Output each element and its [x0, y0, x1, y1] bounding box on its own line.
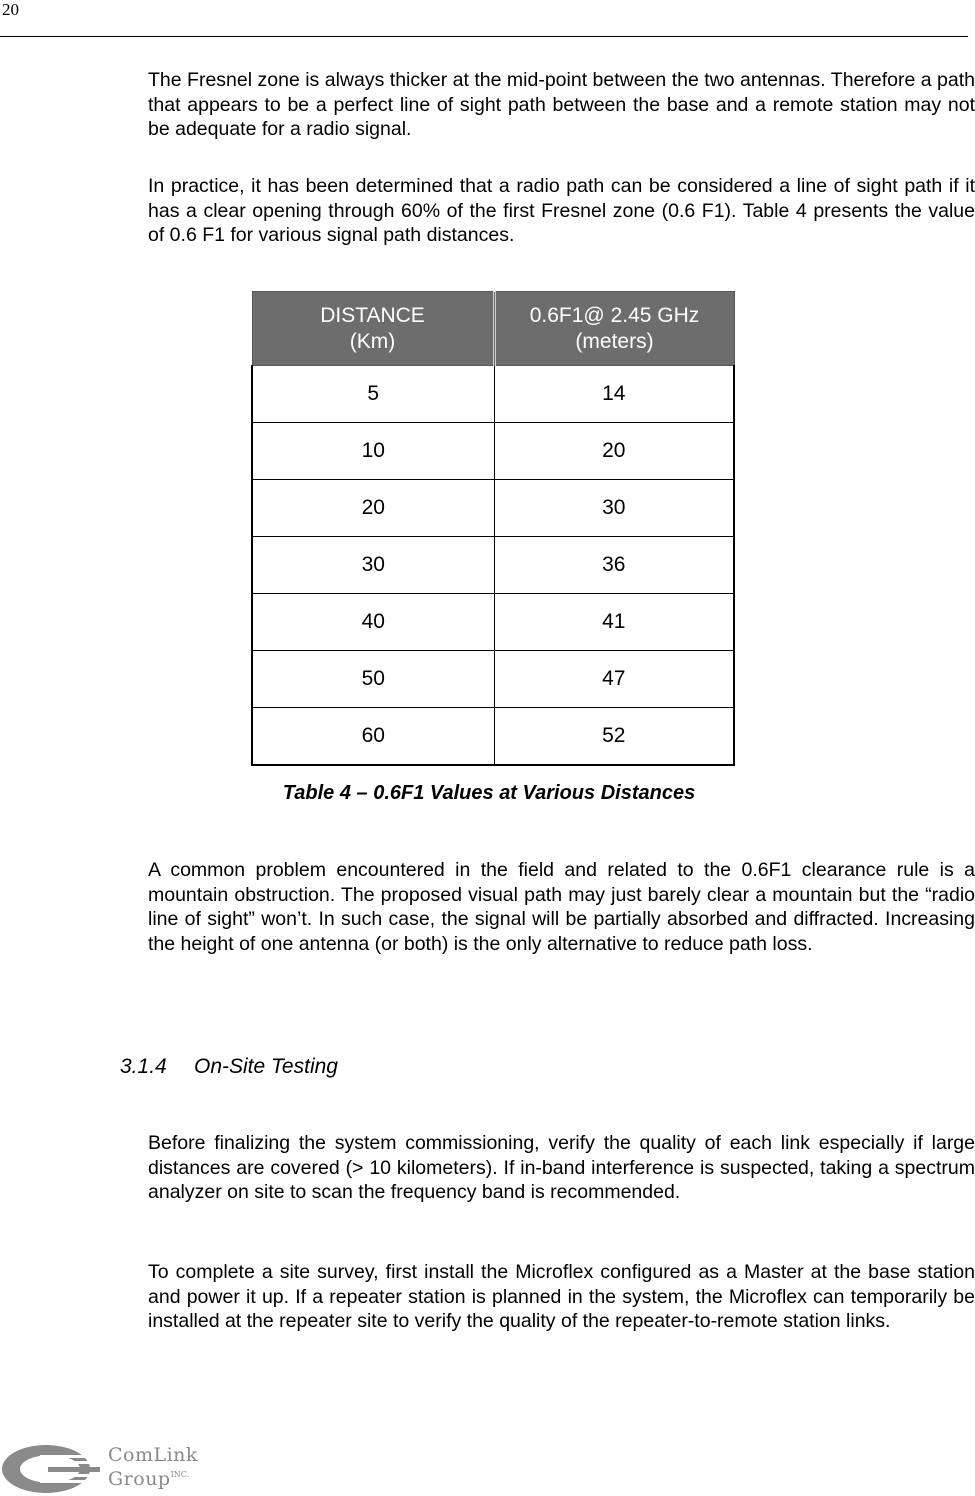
paragraph-line-of-sight: In practice, it has been determined that a radio path can be considered a line of sight path if it has a clear opening through 60% of the first Fresnel zone (0.6 F1). Table 4 presents the value of 0.6 F1 for various signal path distances. — [148, 175, 975, 246]
header-clearance — [494, 292, 734, 366]
cell-distance: 60 — [252, 708, 494, 766]
table-row — [252, 366, 734, 423]
header-distance-label: DISTANCE — [320, 303, 425, 327]
header-distance — [252, 292, 494, 366]
page-number: 20 — [2, 0, 19, 19]
header-clearance-unit: (meters) — [575, 329, 654, 353]
section-title: On-Site Testing — [194, 1055, 338, 1078]
table-row — [252, 537, 734, 594]
table-row — [252, 594, 734, 651]
cell-clearance: 20 — [494, 423, 734, 480]
paragraph-before-commissioning: Before finalizing the system commissioning, verify the quality of each link especially if large distances are covered (> 10 kilometers). If in-band interference is suspected, taking a spectrum analyzer on site to scan the frequency band is recommended. — [148, 1132, 975, 1203]
section-heading — [120, 1055, 338, 1079]
header-distance-unit: (Km) — [349, 329, 396, 353]
table-row — [252, 651, 734, 708]
paragraph-fresnel-thickness: The Fresnel zone is always thicker at the mid-point between the two antennas. Therefore a path that appears to be a perfect line of sight path between the base and a remote station may not be adequate for a radio signal. — [148, 69, 975, 140]
section-number: 3.1.4 — [120, 1055, 167, 1078]
comlink-swoosh-icon — [0, 1442, 100, 1496]
cell-distance: 20 — [252, 480, 494, 537]
cell-distance: 10 — [252, 423, 494, 480]
cell-clearance: 30 — [494, 480, 734, 537]
logo-line1: ComLink — [108, 1444, 198, 1466]
table-caption: Table 4 – 0.6F1 Values at Various Distances — [282, 782, 696, 804]
cell-clearance: 14 — [494, 366, 734, 423]
paragraph-mountain-obstruction: A common problem encountered in the field and related to the 0.6F1 clearance rule is a mountain obstruction. The proposed visual path may just barely clear a mountain but the “radio line of sight” won’t. In such case, the signal will be partially absorbed and diffracted. Increasing the height of one antenna (or both) is the only alternative to reduce path loss. — [148, 859, 975, 955]
paragraph-site-survey: To complete a site survey, first install the Microflex configured as a Master at the base station and power it up. If a repeater station is planned in the system, the Microflex can temporarily be installed at the repeater site to verify the quality of the repeater-to-remote station links. — [148, 1261, 975, 1332]
table-row — [252, 480, 734, 537]
header-rule — [0, 36, 968, 37]
cell-distance: 40 — [252, 594, 494, 651]
logo-inc: INC. — [170, 1470, 190, 1479]
table-header-row — [252, 292, 734, 366]
fresnel-table — [251, 291, 735, 766]
logo-wordmark — [108, 1446, 198, 1489]
cell-clearance: 41 — [494, 594, 734, 651]
cell-clearance: 52 — [494, 708, 734, 766]
cell-distance: 30 — [252, 537, 494, 594]
table-row — [252, 708, 734, 766]
company-logo — [0, 1442, 240, 1496]
logo-line2: Group — [108, 1468, 171, 1490]
cell-clearance: 47 — [494, 651, 734, 708]
cell-distance: 50 — [252, 651, 494, 708]
header-clearance-label: 0.6F1@ 2.45 GHz — [529, 303, 700, 327]
table-row — [252, 423, 734, 480]
cell-distance: 5 — [252, 366, 494, 423]
cell-clearance: 36 — [494, 537, 734, 594]
